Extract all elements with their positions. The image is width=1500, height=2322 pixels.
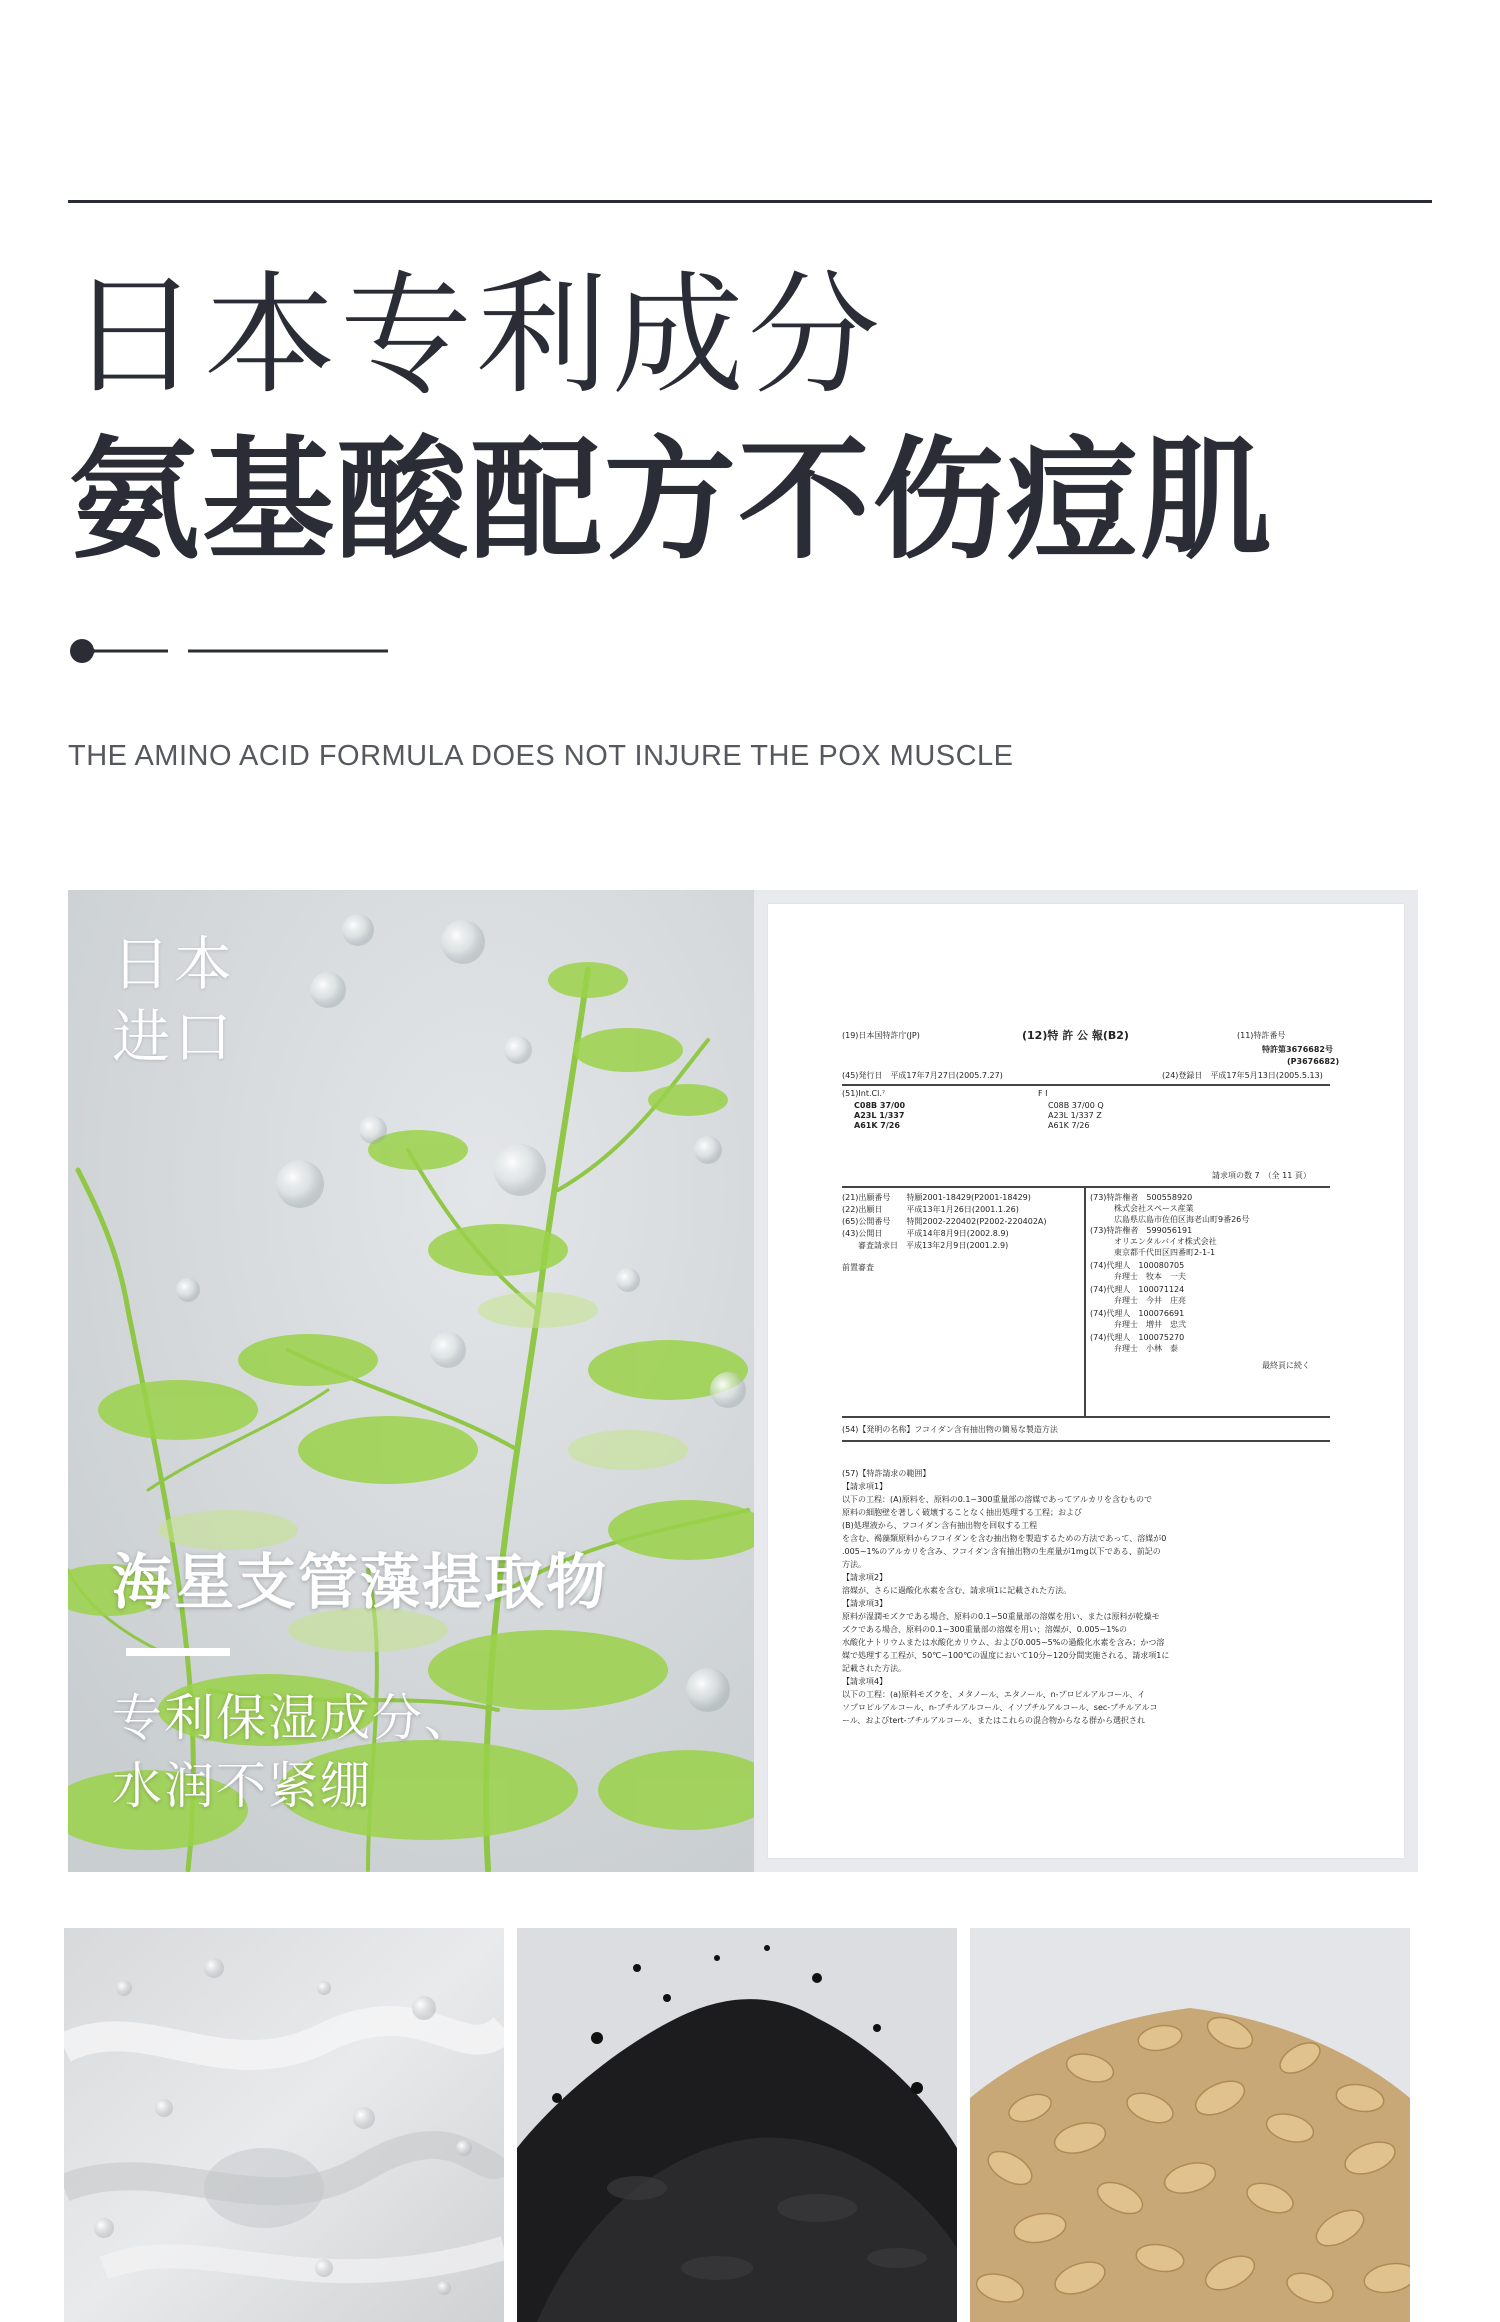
right-block-6: 東京都千代田区四番町2-1-1 (1090, 1248, 1216, 1257)
right-block-13: (74)代理人 100075270 (1090, 1333, 1185, 1342)
claim-line: 【請求項2】 (842, 1573, 888, 1582)
top-divider (68, 200, 1432, 203)
right-block-10: 弁理士 今井 庄亮 (1090, 1296, 1186, 1305)
claim-line: 【請求項1】 (842, 1482, 888, 1491)
claim-line: 原料が湿潤モズクである場合、原料の0.1~50重量部の溶媒を用い、または原料が乾燥モ (842, 1612, 1160, 1621)
charcoal-powder-image (517, 1928, 957, 2322)
right-block-11: (74)代理人 100076691 (1090, 1309, 1185, 1318)
claim-line: (57)【特許請求の範囲】 (842, 1469, 931, 1478)
desc-line-1: 专利保湿成分、 (112, 1689, 476, 1747)
claim-line: 以下の工程：(a)原料モズクを、メタノール、エタノール、n-プロピルアルコール、イ (842, 1690, 1146, 1699)
origin-label (112, 928, 236, 1073)
decorative-dot-line-icon (68, 635, 388, 667)
claim-line: ソプロピルアルコール、n-ブチルアルコール、イソブチルアルコール、sec-ブチルアルコ (842, 1703, 1158, 1712)
code-right-2: A23L 1/337 Z (1048, 1111, 1102, 1120)
right-block-9: (74)代理人 100071124 (1090, 1285, 1185, 1294)
title-amino-acid-formula: 氨基酸配方不伤痘肌 (68, 424, 1274, 578)
claim-line: 原料の細胞壁を著しく破壊することなく抽出処理する工程；および (842, 1508, 1082, 1517)
origin-line-2: 进口 (112, 1002, 237, 1071)
cream-texture-image (64, 1928, 504, 2322)
origin-line-1: 日本 (112, 930, 237, 998)
right-block-14: 弁理士 小林 泰 (1090, 1344, 1178, 1353)
patent-number: 特許第3676682号 (1262, 1045, 1333, 1054)
claim-line: .005~1%のアルカリを含み、フコイダン含有抽出物の生産量が1mg以下である、前記の (842, 1547, 1161, 1556)
code-left-2: A23L 1/337 (854, 1111, 905, 1120)
right-block-15: 最終頁に続く (1262, 1361, 1310, 1370)
code-left-1: C08B 37/00 (854, 1101, 906, 1110)
oat-flakes-photo (970, 1928, 1410, 2322)
left-block-4: (43)公開日 平成14年8月9日(2002.8.9) (842, 1229, 1009, 1238)
code-left-3: A61K 7/26 (854, 1121, 900, 1130)
claim-line: 【請求項3】 (842, 1599, 888, 1608)
charcoal-powder-photo (517, 1928, 957, 2322)
patent-number-label: (11)特許番号 (1237, 1031, 1286, 1040)
left-block-6: 前置審査 (842, 1263, 874, 1272)
cream-texture-photo (64, 1928, 504, 2322)
patent-issue-date: (45)発行日 平成17年7月27日(2005.7.27) (842, 1071, 1003, 1080)
algae-ingredient-panel (68, 890, 754, 1872)
right-block-8: 弁理士 牧本 一夫 (1090, 1272, 1186, 1281)
code-right-1: C08B 37/00 Q (1048, 1101, 1104, 1110)
right-block-7: (74)代理人 100080705 (1090, 1261, 1185, 1270)
left-block-5: 審査請求日 平成13年2月9日(2001.2.9) (842, 1241, 1009, 1250)
claim-line: 水酸化ナトリウムまたは水酸化カリウム、および0.005~5%の過酸化水素を含み；かつ溶 (842, 1638, 1165, 1647)
patent-invention-title: (54)【発明の名称】フコイダン含有抽出物の簡易な製造方法 (842, 1425, 1058, 1434)
claim-line: 溶媒が、さらに過酸化水素を含む、請求項1に記載された方法。 (842, 1586, 1072, 1595)
claim-line: 以下の工程：(A)原料を、原料の0.1~300重量部の溶媒であってアルカリを含むもので (842, 1495, 1153, 1504)
claim-line: 記載された方法。 (842, 1664, 906, 1673)
claim-line: ール、およびtert-ブチルアルコール、またはこれらの混合物からなる群から選択され (842, 1716, 1146, 1725)
right-block-3: 広島県広島市佐伯区海老山町9番26号 (1090, 1215, 1250, 1224)
patent-document (842, 1029, 1340, 1842)
title-japanese-patent: 日本专利成分 (68, 259, 884, 413)
ingredient-name: 海星支管藻提取物 (112, 1548, 608, 1618)
right-block-2: 株式会社スペース産業 (1090, 1204, 1194, 1213)
patent-fi: F I (1038, 1089, 1048, 1098)
claim-line: 【請求項4】 (842, 1677, 888, 1686)
left-block-2: (22)出願日 平成13年1月26日(2001.1.26) (842, 1205, 1019, 1214)
right-block-1: (73)特許権者 500558920 (1090, 1193, 1193, 1202)
english-subtitle: THE AMINO ACID FORMULA DOES NOT INJURE THE POX MUSCLE (68, 740, 1014, 772)
claim-line: (B)処理液から、フコイダン含有抽出物を回収する工程 (842, 1521, 1038, 1530)
patent-number-paren: (P3676682) (1287, 1057, 1340, 1066)
ingredient-divider (126, 1648, 230, 1656)
right-block-12: 弁理士 増井 忠弐 (1090, 1320, 1186, 1329)
patent-claims-count: 請求項の数 7 （全 11 頁） (1212, 1171, 1311, 1180)
left-block-3: (65)公開番号 特開2002-220402(P2002-220402A) (842, 1217, 1047, 1226)
patent-office: (19)日本国特許庁(JP) (842, 1031, 920, 1040)
right-block-5: オリエンタルバイオ株式会社 (1090, 1237, 1217, 1246)
code-right-3: A61K 7/26 (1048, 1121, 1090, 1130)
patent-reg-date: (24)登録日 平成17年5月13日(2005.5.13) (1162, 1071, 1323, 1080)
right-block-4: (73)特許権者 599056191 (1090, 1226, 1193, 1235)
ingredient-description (112, 1685, 476, 1820)
left-block-1: (21)出願番号 特願2001-18429(P2001-18429) (842, 1193, 1031, 1202)
claim-line: 媒で処理する工程が、50℃~100℃の温度において10分~120分間実施される、請求項1に (842, 1651, 1170, 1660)
claim-line: を含む、褐藻類原料からフコイダンを含む抽出物を製造するための方法であって、溶媒が0 (842, 1534, 1167, 1543)
oat-flakes-image (970, 1928, 1410, 2322)
desc-line-2: 水润不紧绷 (112, 1756, 372, 1815)
claim-line: ズクである場合、原料の0.1~300重量部の溶媒を用い；溶媒が、0.005~1%の (842, 1625, 1127, 1634)
patent-intcl: (51)Int.Cl.⁷ (842, 1089, 886, 1098)
patent-kind: (12)特 許 公 報(B2) (1022, 1029, 1129, 1042)
claim-line: 方法。 (842, 1560, 866, 1569)
